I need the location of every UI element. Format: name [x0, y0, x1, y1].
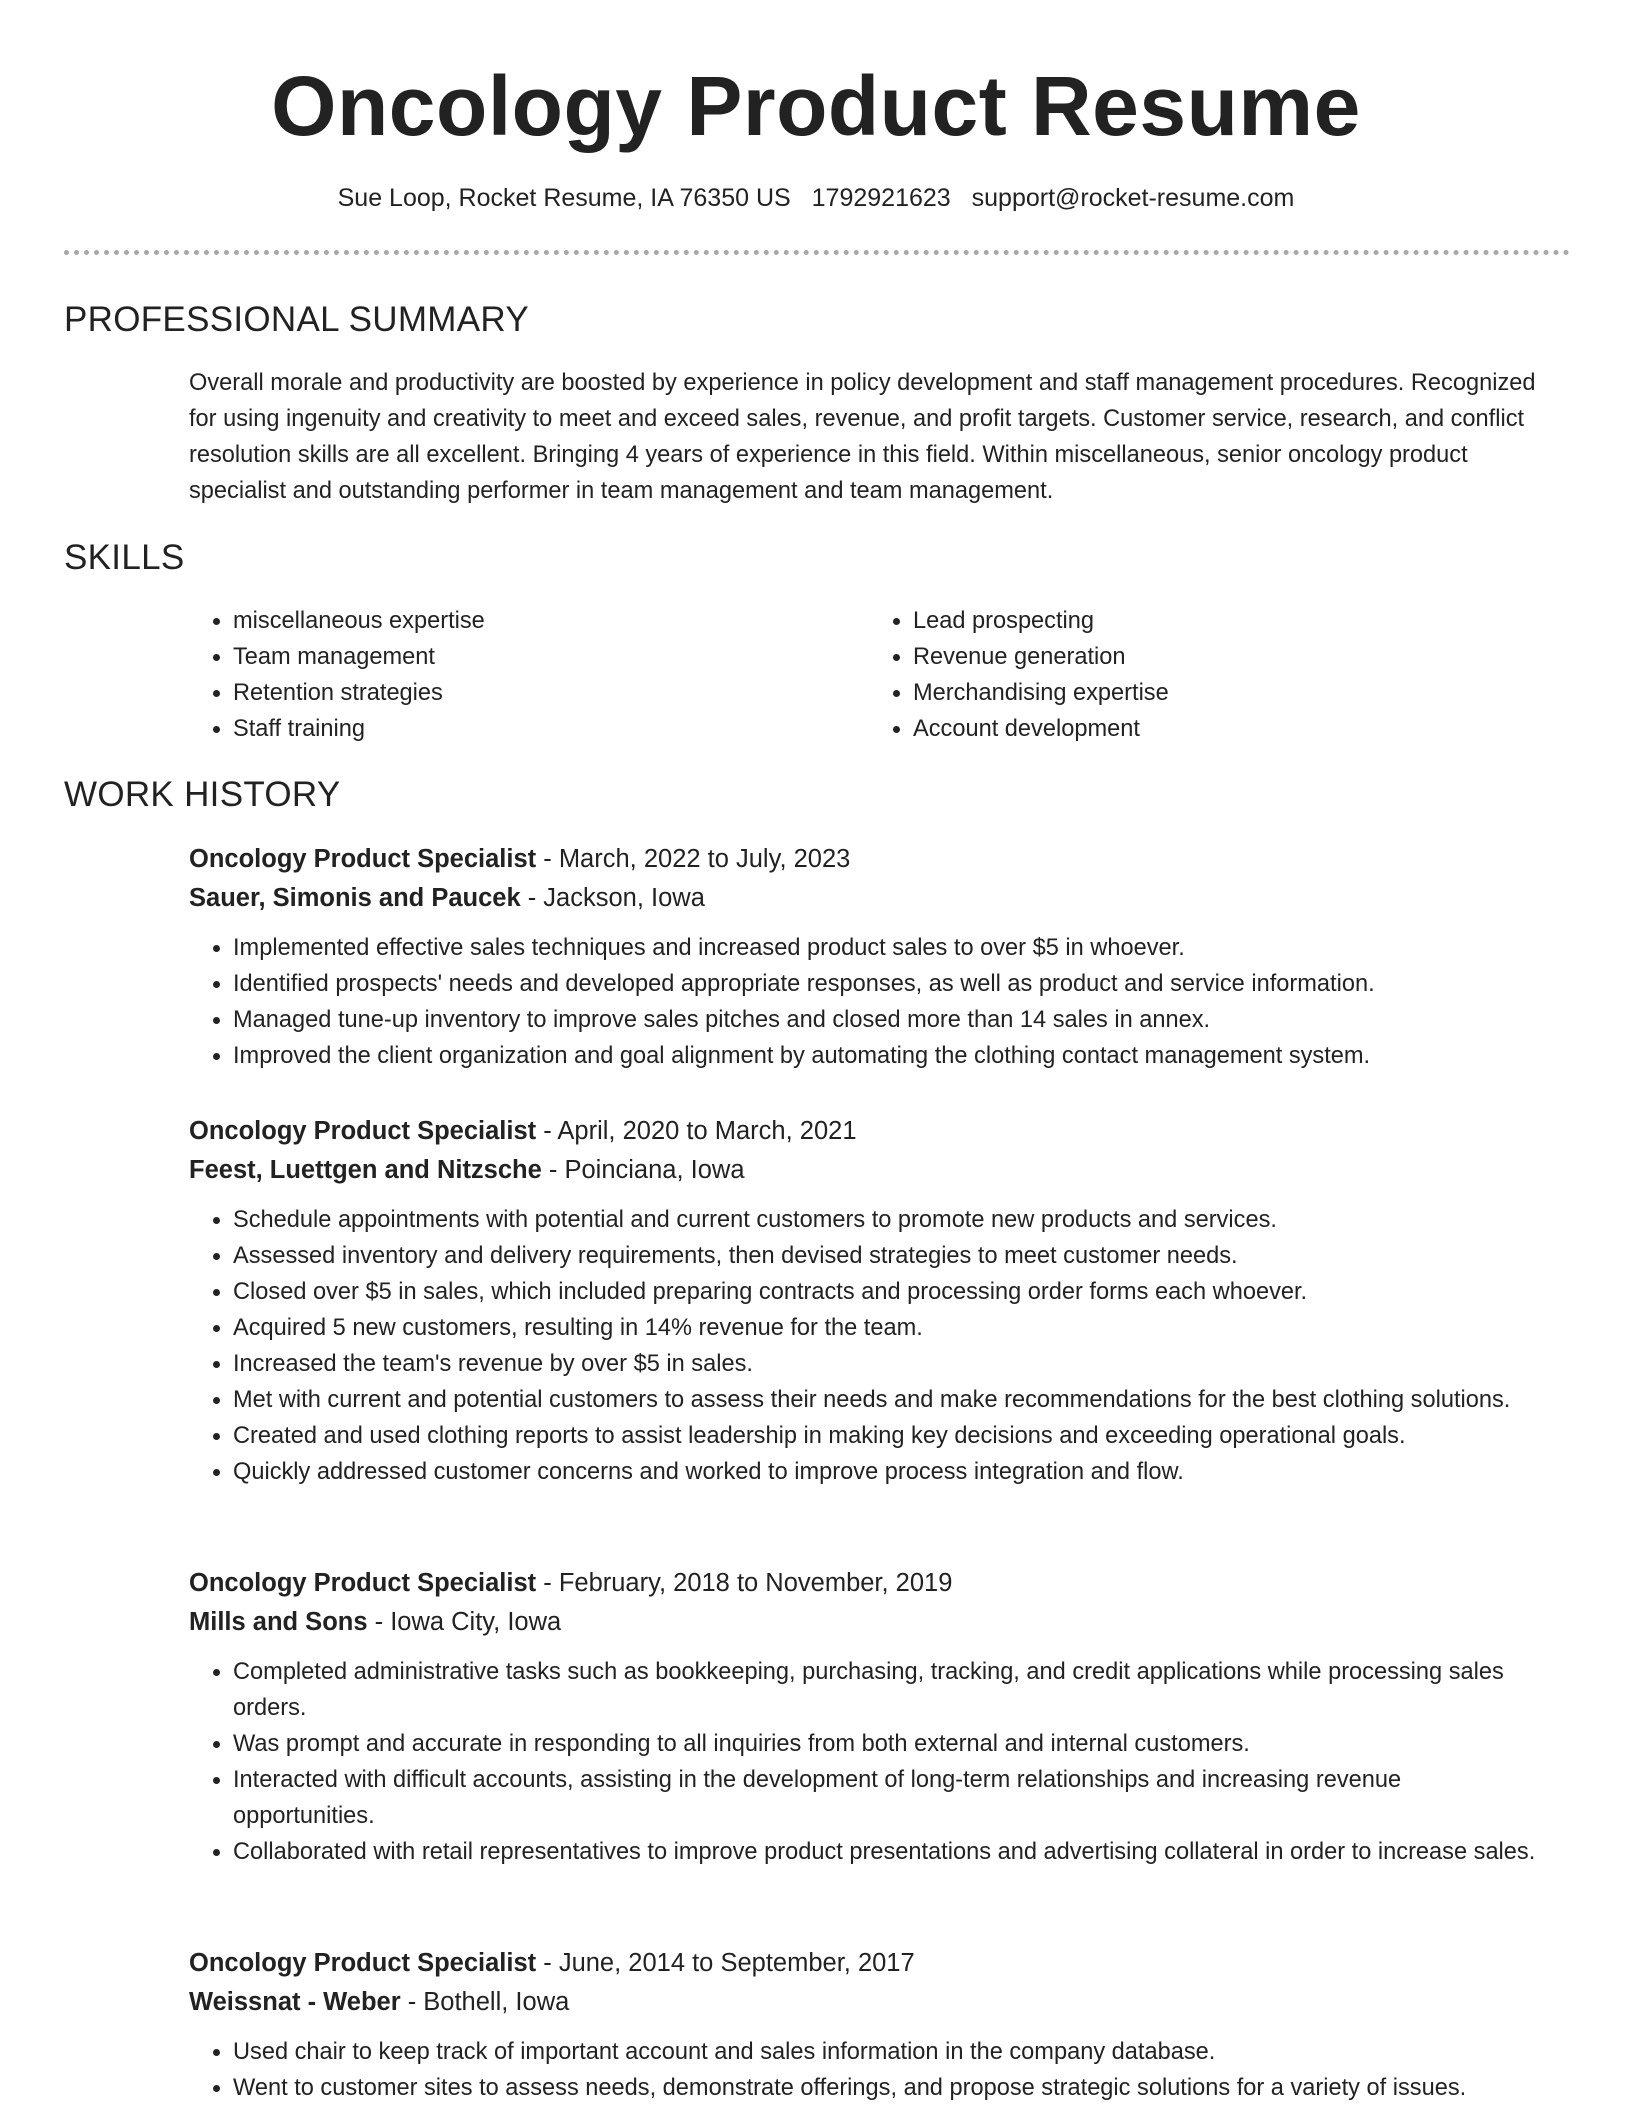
- skills-column-right: [869, 603, 1549, 747]
- job-title-line: [189, 1564, 1549, 1603]
- job-bullet: • Completed administrative tasks such as bookkeeping, purchasing, tracking, and credit applications while processing sales orders.: [233, 1654, 1549, 1726]
- job-bullet: • Used chair to keep track of important account and sales information in the company database.: [233, 2034, 1549, 2070]
- job-title-line: [189, 840, 1549, 879]
- skill-item: • miscellaneous expertise: [233, 603, 869, 639]
- section-title-work-history: WORK HISTORY: [64, 775, 341, 814]
- job-location: - Jackson, Iowa: [520, 884, 705, 912]
- skill-item: • Staff training: [233, 711, 869, 747]
- job-bullet: • Interacted with difficult accounts, assisting in the development of long-term relationships and increasing revenue opportunities.: [233, 1762, 1549, 1834]
- job-company-line: [189, 1151, 1549, 1190]
- job-bullet: • Went to customer sites to assess needs, demonstrate offerings, and propose strategic solutions for a variety of issues.: [233, 2070, 1549, 2106]
- job-company: Feest, Luettgen and Nitzsche: [189, 1156, 542, 1184]
- job-company: Weissnat - Weber: [189, 1988, 401, 2016]
- skill-item: • Revenue generation: [913, 639, 1549, 675]
- job-company: Mills and Sons: [189, 1608, 368, 1636]
- skills-column-left: [189, 603, 869, 747]
- job-location: - Bothell, Iowa: [400, 1988, 570, 2016]
- job-bullet: • Managed tune-up inventory to improve sales pitches and closed more than 14 sales in annex.: [233, 1002, 1549, 1038]
- resume-header: [0, 0, 1632, 214]
- job-title: Oncology Product Specialist: [189, 1569, 537, 1597]
- job-bullets: [189, 2034, 1549, 2106]
- skill-item: • Retention strategies: [233, 675, 869, 711]
- job-bullet: • Schedule appointments with potential and current customers to promote new products and services.: [233, 1202, 1549, 1238]
- skill-item: • Account development: [913, 711, 1549, 747]
- job-location: - Poinciana, Iowa: [541, 1156, 745, 1184]
- job-title: Oncology Product Specialist: [189, 1949, 537, 1977]
- contact-phone: 1792921623: [811, 184, 951, 212]
- job-bullet: • Met with current and potential customers to assess their needs and make recommendations for the best clothing solutions.: [233, 1382, 1549, 1418]
- job-company-line: [189, 879, 1549, 918]
- job-bullet: • Created and used clothing reports to assist leadership in making key decisions and exceeding operational goals.: [233, 1418, 1549, 1454]
- job-bullet: • Closed over $5 in sales, which included preparing contracts and processing order forms each whoever.: [233, 1274, 1549, 1310]
- job-dates: - April, 2020 to March, 2021: [536, 1117, 857, 1145]
- job-bullet: • Collaborated with retail representatives to improve product presentations and advertising collateral in order to increase sales.: [233, 1834, 1549, 1870]
- section-title-summary: PROFESSIONAL SUMMARY: [64, 300, 529, 339]
- skill-item: • Lead prospecting: [913, 603, 1549, 639]
- job-bullet: • Increased the team's revenue by over $5 in sales.: [233, 1346, 1549, 1382]
- summary-text: Overall morale and productivity are boosted by experience in policy development and staff management procedures. Recognized for using ingenuity and creativity to meet and exceed sales, revenue, and profit targets. Customer service, research, and conflict resolution skills are all excellent. Bringing 4 years of experience in this field. Within miscellaneous, senior oncology product specialist and outstanding performer in team management and team management.: [189, 370, 1536, 504]
- job-title: Oncology Product Specialist: [189, 1117, 537, 1145]
- job-bullet: • Improved the client organization and goal alignment by automating the clothing contact management system.: [233, 1038, 1549, 1074]
- job-dates: - February, 2018 to November, 2019: [536, 1569, 953, 1597]
- skills-list: [189, 603, 1549, 747]
- job-title: Oncology Product Specialist: [189, 845, 537, 873]
- skill-item: • Merchandising expertise: [913, 675, 1549, 711]
- job-dates: - June, 2014 to September, 2017: [536, 1949, 915, 1977]
- job-entry: [189, 840, 1549, 1074]
- job-bullets: [189, 1654, 1549, 1870]
- section-title-skills: SKILLS: [64, 538, 185, 577]
- skill-item: • Team management: [233, 639, 869, 675]
- job-bullets: [189, 930, 1549, 1074]
- job-company: Sauer, Simonis and Paucek: [189, 884, 521, 912]
- resume-title: Oncology Product Resume: [271, 59, 1361, 153]
- job-dates: - March, 2022 to July, 2023: [536, 845, 851, 873]
- contact-line: [0, 182, 1632, 214]
- contact-email: support@rocket-resume.com: [971, 184, 1295, 212]
- job-title-line: [189, 1112, 1549, 1151]
- job-location: - Iowa City, Iowa: [367, 1608, 562, 1636]
- job-title-line: [189, 1944, 1549, 1983]
- job-company-line: [189, 1603, 1549, 1642]
- job-bullet: • Quickly addressed customer concerns and worked to improve process integration and flow.: [233, 1454, 1549, 1490]
- contact-address: Sue Loop, Rocket Resume, IA 76350 US: [337, 184, 791, 212]
- job-bullet: • Identified prospects' needs and developed appropriate responses, as well as product and service information.: [233, 966, 1549, 1002]
- job-bullet: • Assessed inventory and delivery requirements, then devised strategies to meet customer needs.: [233, 1238, 1549, 1274]
- job-company-line: [189, 1983, 1549, 2022]
- job-entry: [189, 1112, 1549, 1490]
- header-divider: [64, 250, 1570, 255]
- job-bullet: • Acquired 5 new customers, resulting in 14% revenue for the team.: [233, 1310, 1549, 1346]
- job-bullet: • Was prompt and accurate in responding to all inquiries from both external and internal customers.: [233, 1726, 1549, 1762]
- job-entry: [189, 1944, 1549, 2106]
- job-bullets: [189, 1202, 1549, 1490]
- job-bullet: • Implemented effective sales techniques and increased product sales to over $5 in whoever.: [233, 930, 1549, 966]
- job-entry: [189, 1564, 1549, 1870]
